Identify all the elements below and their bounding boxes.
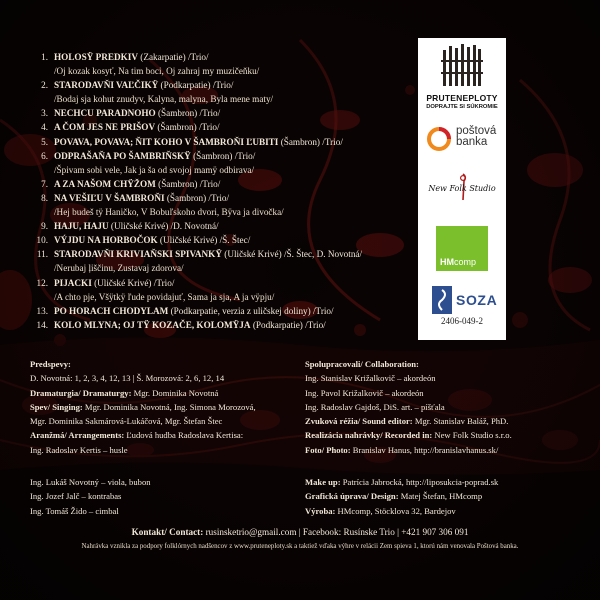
credit-value: Patrícia Jabrocká, http://liposukcia-poprad.sk [340, 477, 499, 487]
track-title: KOLO MLYNA; OJ TŸ KOZAČE, KOLOMŸJA [54, 319, 251, 330]
track-title: NA VEŠIĽU V ŠAMBROŇI [54, 192, 165, 203]
credit-label: Zvuková réžia/ Sound editor: [305, 416, 413, 427]
track-title: A ZA NAŠOM CHŸŽOM [54, 178, 156, 189]
track-subtitle-row [24, 205, 416, 219]
track-number: 7. [41, 178, 48, 189]
track-number: 6. [41, 150, 48, 161]
track-title: HOLOSŸ PREDKIV [54, 52, 138, 62]
track-text [54, 135, 343, 149]
track-row [24, 276, 416, 290]
track-details: /A chto pje, Všÿtkÿ ľude povidajuť, Sama ja sja, A ja vÿpju/ [54, 291, 275, 302]
credit-value: Mgr. Dominika Sakmárová-Lukáčová, Mgr. Štefan Štec [30, 416, 223, 427]
track-details: (Uličské Krivé) /Trio/ [91, 277, 175, 288]
track-text [54, 191, 229, 205]
track-subtitle-row [24, 92, 416, 106]
funding-note: Nahrávka vznikla za podpory folklórnych nadšencov z www.pruteneploty.sk a taktiež vďaka výhre v relácii Zem spieva 1, ktorú nám venovala Poštová banka. [81, 543, 519, 550]
track-details: (Šambron) /Trio/ [278, 136, 343, 147]
track-number: 9. [41, 221, 48, 232]
credit-label: Spev/ Singing: [30, 401, 83, 412]
postova-banka-ring-icon [426, 126, 452, 152]
track-details: /Bodaj sja kohut znudyv, Kalyna, malyna, Byla mene maty/ [54, 94, 274, 105]
credit-label: Grafická úprava/ Design: [305, 491, 399, 502]
track-subtitle-row [24, 64, 416, 78]
track-number: 4. [41, 122, 48, 133]
track-text [54, 50, 209, 64]
pruteneploty-name: PRUTENEPLOTY [426, 93, 498, 103]
track-details: (Šambron) /Trio/ [164, 192, 230, 203]
track-details: (Šambron) /Trio/ [155, 178, 221, 189]
credit-line [30, 371, 305, 385]
credit-line [30, 414, 305, 428]
credit-line [305, 400, 585, 414]
contact-text: rusinsketrio@gmail.com | Facebook: Rusínske Trio | +421 907 306 091 [203, 527, 469, 537]
credit-label: Make up: [305, 477, 341, 487]
track-text [54, 177, 220, 191]
track-details: (Uličské Krivé) /D. Novotná/ [108, 221, 219, 232]
sponsor-panel [418, 38, 506, 340]
track-details: (Šambron) /Trio/ [155, 108, 221, 119]
track-title: STARODAVŇI VAĽČIKŸ [54, 80, 159, 91]
track-details: (Podkarpatie, verzia z uličskej doliny) /Trio/ [168, 305, 334, 316]
track-details: /Nerubaj ļiščinu, Zustavaj zdorova/ [54, 263, 184, 274]
credits-left [30, 357, 305, 457]
track-details: /Oj kozak kosyť, Na tim boci, Oj zahraj my muzičeňku/ [54, 66, 260, 77]
track-row [24, 191, 416, 205]
track-list [24, 50, 416, 332]
credits-production [305, 475, 498, 518]
pruteneploty-logo [418, 44, 506, 110]
track-row [24, 120, 416, 134]
credit-label: Výroba: [305, 505, 336, 516]
track-text [54, 64, 259, 78]
credit-line [30, 357, 305, 371]
soza-clef-icon [432, 286, 452, 314]
credit-line [30, 428, 305, 442]
track-details: (Uličské Krivé) /Š. Štec, D. Novotná/ [221, 249, 363, 260]
credit-line [305, 386, 585, 400]
credit-value: D. Novotná: 1, 2, 3, 4, 12, 13 | Š. Morozová: 2, 6, 12, 14 [30, 373, 225, 384]
track-title: VÝJDU NA HORBOČOK [54, 235, 158, 246]
credit-value: Ing. Radoslav Gajdoš, DiS. art. – píšťala [305, 401, 445, 412]
track-text [54, 261, 184, 275]
track-text [54, 163, 254, 177]
credit-value: New Folk Studio s.r.o. [432, 430, 512, 441]
track-row [24, 106, 416, 120]
catalog-number: 2406-049-2 [441, 316, 483, 326]
credit-line [305, 357, 585, 371]
hmcomp-text: HMcomp [440, 257, 477, 267]
track-text [54, 92, 273, 106]
postova-banka-line1: poštová [456, 125, 497, 137]
track-text [54, 120, 220, 134]
postova-banka-line2: banka [456, 136, 488, 148]
credit-line [30, 400, 305, 414]
soza-logo [418, 284, 506, 326]
track-subtitle-row [24, 163, 416, 177]
track-details: /Hej budeš tÿ Haničko, V Bobuľskoho dvori, Bÿva ja divočka/ [54, 207, 284, 218]
credit-label: Realizácia nahrávky/ Recorded in: [305, 430, 433, 441]
track-number: 3. [41, 108, 48, 119]
track-row [24, 50, 416, 64]
track-title: PIJACKI [54, 277, 92, 288]
credit-label: Dramaturgia/ Dramaturgy: [30, 387, 132, 398]
track-title: ODPRAŠAŇA PO ŠAMBRIŇSKŸ [54, 150, 191, 161]
credit-line [30, 443, 305, 457]
contact-label: Kontakt/ Contact: [131, 527, 204, 537]
credit-value: Ing. Pavol Križalkovič – akordeón [305, 387, 424, 398]
track-text [54, 304, 334, 318]
credit-label: Predspevy: [30, 359, 71, 369]
track-title: POVAVA, POVAVA; ŇIT KOHO V ŠAMBROŇI ĽUBITI [54, 136, 279, 147]
track-text [54, 149, 255, 163]
track-subtitle-row [24, 261, 416, 275]
track-details: (Uličské Krivé) /Š. Štec/ [157, 235, 251, 246]
musician-line: Ing. Jozef Jalč – kontrabas [30, 491, 122, 502]
track-text [54, 106, 220, 120]
credit-line [305, 371, 585, 385]
credits-right [305, 357, 585, 457]
track-subtitle-row [24, 290, 416, 304]
track-row [24, 219, 416, 233]
musicians-list [30, 475, 151, 518]
credit-label: Aranžmá/ Arrangements: [30, 430, 125, 441]
track-details: /Špivam sobi vele, Jak ja ša od svojoj mamÿ odbirava/ [54, 164, 255, 175]
credit-label: Foto/ Photo: [305, 444, 351, 455]
credit-value: Branislav Hanus, http://branislavhanus.sk/ [350, 444, 499, 455]
track-row [24, 177, 416, 191]
track-number: 2. [41, 80, 48, 91]
track-row [24, 318, 416, 332]
track-row [24, 233, 416, 247]
fence-icon [441, 44, 483, 88]
credit-line [305, 443, 585, 457]
credit-label: Spolupracovali/ Collaboration: [305, 359, 419, 369]
credit-value: HMcomp, Stöcklova 32, Bardejov [335, 505, 456, 516]
credit-value: Mgr. Dominika Novotná [131, 387, 219, 398]
track-details: (Šambron) /Trio/ [190, 150, 256, 161]
pruteneploty-tagline: DOPRAJTE SI SÚKROMIE [426, 104, 498, 110]
track-number: 1. [41, 52, 48, 62]
track-text [54, 233, 250, 247]
credit-line [30, 386, 305, 400]
track-details: (Zakarpatie) /Trio/ [137, 52, 209, 62]
soza-text: SOZA [456, 292, 498, 308]
track-text [54, 219, 219, 233]
hmcomp-logo [436, 226, 488, 271]
track-title: NECHCU PARADNOHO [54, 108, 156, 119]
credit-value: Matej Štefan, HMcomp [398, 491, 483, 502]
new-folk-studio-text: New Folk Studio [428, 184, 496, 193]
postova-banka-logo [418, 122, 506, 158]
track-row [24, 304, 416, 318]
credit-line [305, 504, 498, 518]
credit-line [305, 428, 585, 442]
track-row [24, 247, 416, 261]
track-text [54, 205, 284, 219]
track-text [54, 290, 274, 304]
track-title: STARODAVŇI KRIVIAŇSKI SPIVANKŸ [54, 249, 222, 260]
track-details: (Podkarpatie) /Trio/ [158, 80, 234, 91]
track-title: PO HORACH CHODYLAM [54, 305, 169, 316]
track-number: 12. [36, 277, 48, 288]
track-details: (Podkarpatie) /Trio/ [250, 319, 326, 330]
credit-value: Mgr. Stanislav Baláž, PhD. [412, 416, 509, 427]
track-text [54, 318, 326, 332]
track-row [24, 149, 416, 163]
track-row [24, 78, 416, 92]
credit-value: Ing. Stanislav Križalkovič – akordeón [305, 373, 436, 384]
new-folk-studio-logo [418, 170, 506, 206]
credit-value: Ľudová hudba Radoslava Kertisa: [124, 430, 244, 441]
credit-line [305, 489, 498, 503]
track-number: 10. [36, 235, 48, 246]
contact-line [0, 527, 600, 537]
musician-line: Ing. Lukáš Novotný – viola, bubon [30, 477, 151, 487]
track-text [54, 247, 362, 261]
track-text [54, 78, 233, 92]
track-number: 8. [41, 192, 48, 203]
credit-line [305, 475, 498, 489]
musician-line: Ing. Tomáš Žido – cimbal [30, 505, 119, 516]
track-number: 13. [36, 305, 48, 316]
track-number: 11. [36, 249, 48, 260]
credit-value: Mgr. Dominika Novotná, Ing. Simona Morozová, [82, 401, 256, 412]
track-details: (Šambron) /Trio/ [155, 122, 220, 133]
track-text [54, 276, 174, 290]
track-number: 14. [36, 319, 48, 330]
track-title: HAJU, HAJU [54, 221, 109, 232]
track-title: A ČOM JES NE PRIŠOV [54, 122, 156, 133]
track-number: 5. [41, 136, 48, 147]
credit-line [305, 414, 585, 428]
credit-value: Ing. Radoslav Kertis – husle [30, 444, 128, 455]
track-row [24, 135, 416, 149]
